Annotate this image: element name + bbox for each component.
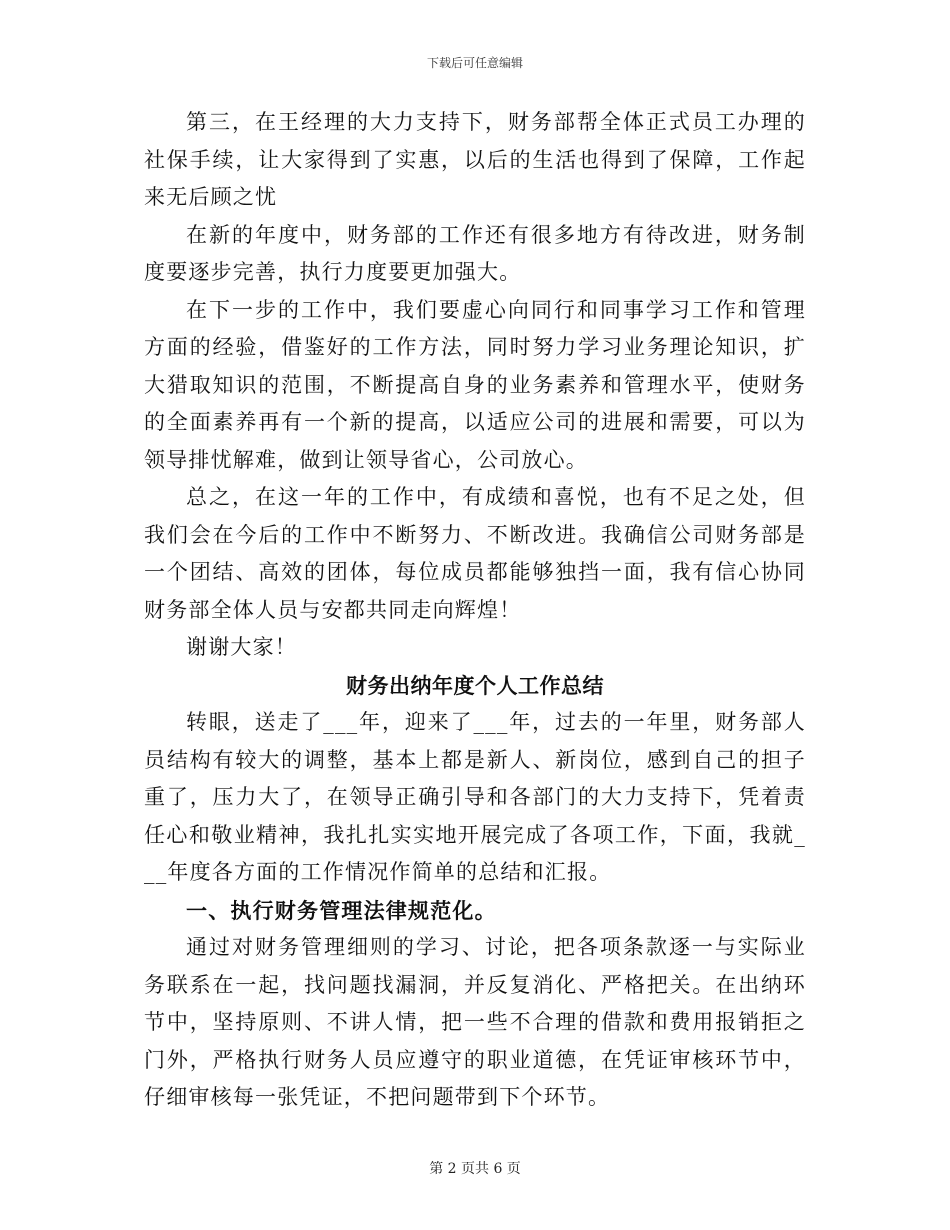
paragraph-social-security: 第三，在王经理的大力支持下，财务部帮全体正式员工办理的社保手续，让大家得到了实惠，以后的生活也得到了保障，工作起来无后顾之忧	[144, 110, 806, 209]
paragraph-conclusion: 总之，在这一年的工作中，有成绩和喜悦，也有不足之处，但我们会在今后的工作中不断努力、不断改进。我确信公司财务部是一个团结、高效的团体，每位成员都能够独挡一面，我有信心协同财务部全体人员与安都共同走向辉煌！	[144, 485, 806, 622]
paragraph-finance-rules: 通过对财务管理细则的学习、讨论，把各项条款逐一与实际业务联系在一起，找问题找漏洞，并反复消化、严格把关。在出纳环节中，坚持原则、不讲人情，把一些不合理的借款和费用报销拒之门外，严格执行财务人员应遵守的职业道德，在凭证审核环节中，仔细审核每一张凭证，不把问题带到下个环节。	[144, 935, 806, 1109]
paragraph-next-step: 在下一步的工作中，我们要虚心向同行和同事学习工作和管理方面的经验，借鉴好的工作方法，同时努力学习业务理论知识，扩大猎取知识的范围，不断提高自身的业务素养和管理水平，使财务的全面素养再有一个新的提高，以适应公司的进展和需要，可以为领导排忧解难，做到让领导省心，公司放心。	[144, 297, 806, 472]
document-body	[144, 104, 806, 1117]
paragraph-new-year-improvement: 在新的年度中，财务部的工作还有很多地方有待改进，财务制度要逐步完善，执行力度要更加强大。	[144, 222, 806, 284]
paragraph-thanks: 谢谢大家！	[186, 635, 297, 659]
paragraph-intro: 转眼，送走了___年，迎来了___年，过去的一年里，财务部人员结构有较大的调整，基本上都是新人、新岗位，感到自己的担子重了，压力大了，在领导正确引导和各部门的大力支持下，凭着责任心和敬业精神，我扎扎实实地开展完成了各项工作，下面，我就___年度各方面的工作情况作简单的总结和汇报。	[144, 710, 806, 884]
page-header: 下载后可任意编辑	[426, 56, 523, 70]
page-footer: 第 2 页共 6 页	[429, 1161, 521, 1177]
heading-finance-management: 一、执行财务管理法律规范化。	[186, 897, 497, 923]
section-title: 财务出纳年度个人工作总结	[346, 672, 604, 698]
